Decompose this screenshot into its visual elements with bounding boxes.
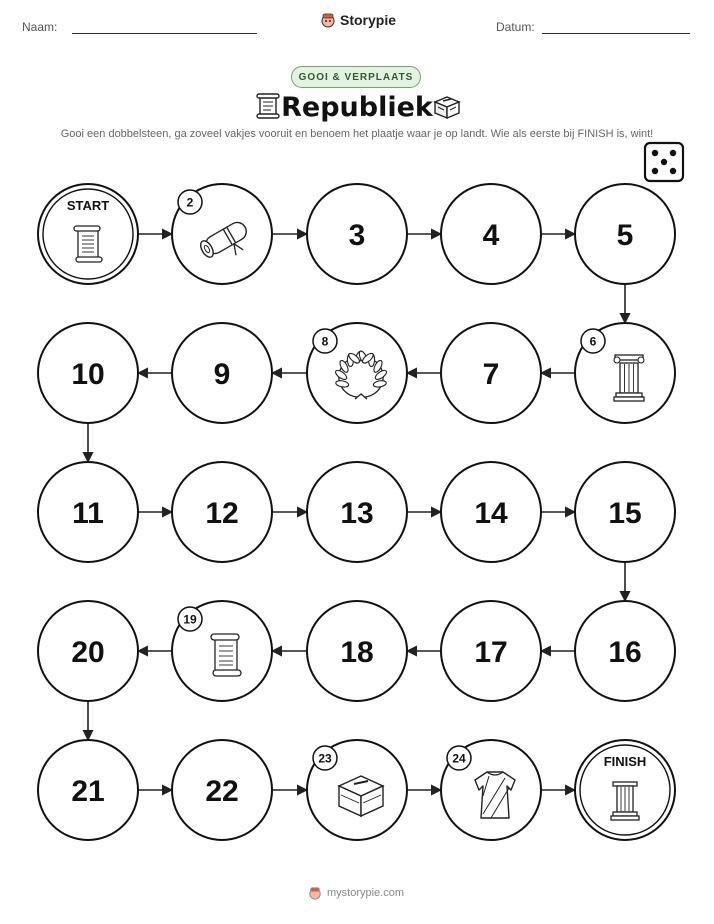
space-number: 17 [474,636,508,669]
board-space-5 [575,184,675,284]
board-space-6 [575,323,675,423]
board-space-10 [38,323,138,423]
finish-label: FINISH [603,754,647,769]
space-number: 7 [482,358,500,391]
space-number: 2 [186,195,194,210]
document-scroll-icon [211,634,241,676]
space-number: 5 [616,219,634,252]
start-scroll-icon [74,226,102,262]
board-space-24 [441,740,541,840]
space-number: 15 [608,497,642,530]
storypie-footer-icon [308,886,322,900]
instructions: Gooi een dobbelsteen, ga zoveel vakjes vooruit en benoem het plaatje waar je op landt. Wie als eerste bij FINISH is, wint! [60,128,654,140]
board-space-14 [441,462,541,562]
board-space-3 [307,184,407,284]
board-space-16 [575,601,675,701]
space-number: 16 [608,636,642,669]
footer-url[interactable]: mystorypie.com [327,887,405,899]
space-number: 6 [589,334,597,349]
board-space-8 [307,323,407,423]
finish-space [575,740,675,840]
board-space-7 [441,323,541,423]
space-number: 20 [71,636,105,669]
board-space-11 [38,462,138,562]
board-space-2 [172,184,272,284]
board-space-13 [307,462,407,562]
date-label: Datum: [496,20,535,34]
board-space-23 [307,740,407,840]
board-space-15 [575,462,675,562]
board-space-4 [441,184,541,284]
board-space-21 [38,740,138,840]
space-number: 10 [71,358,105,391]
space-number: 22 [205,775,239,808]
board-space-18 [307,601,407,701]
space-number: 19 [183,612,197,627]
space-number: 18 [340,636,374,669]
board-space-9 [172,323,272,423]
space-number: 13 [340,497,374,530]
space-number: 3 [348,219,366,252]
board-space-20 [38,601,138,701]
space-number: 24 [452,751,466,766]
board-space-19 [172,601,272,701]
space-number: 23 [318,751,332,766]
board-space-12 [172,462,272,562]
board-space-17 [441,601,541,701]
footer [308,886,404,900]
space-number: 11 [72,497,104,530]
board-space-22 [172,740,272,840]
space-number: 9 [213,358,231,391]
start-label: START [66,198,110,213]
space-number: 8 [321,334,329,349]
page-title: Republiek [281,92,433,123]
name-label: Naam: [22,20,58,34]
space-number: 12 [205,497,239,530]
space-number: 21 [71,775,105,808]
start-space [38,184,138,284]
activity-badge: GOOI & VERPLAATS [291,66,421,88]
space-number: 14 [474,497,508,530]
brand-name: Storypie [340,12,397,28]
space-number: 4 [482,219,500,252]
